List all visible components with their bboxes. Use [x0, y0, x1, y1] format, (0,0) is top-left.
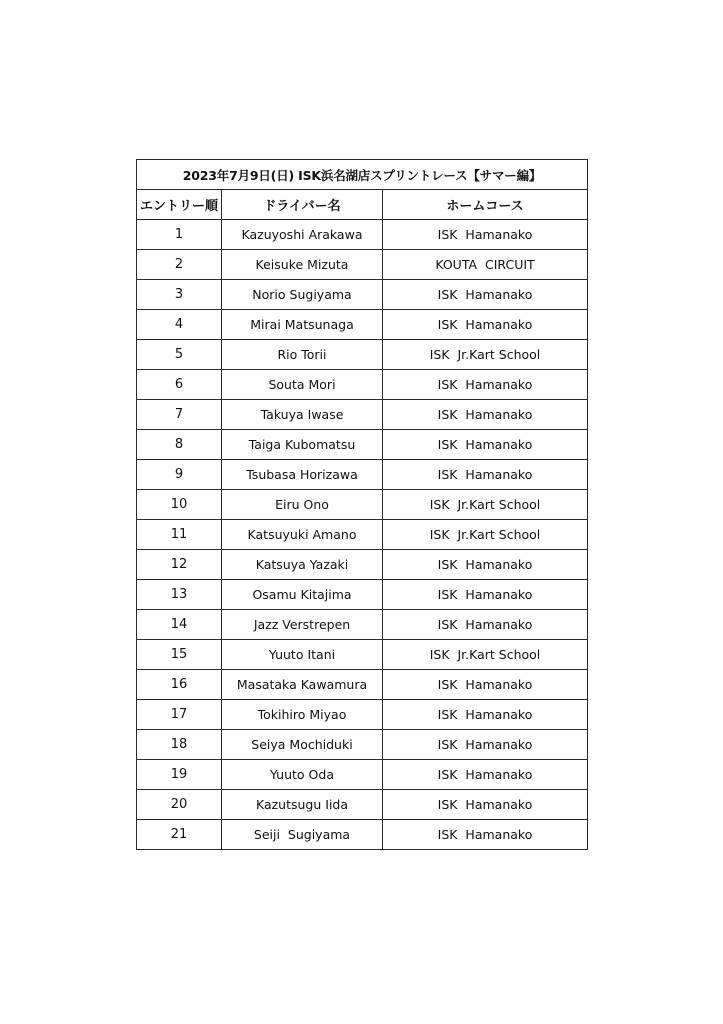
- entry-number: 21: [137, 820, 222, 850]
- entry-number: 19: [137, 760, 222, 790]
- entry-number: 7: [137, 400, 222, 430]
- table-row: [137, 730, 588, 760]
- driver-name: Jazz Verstrepen: [222, 610, 383, 640]
- home-course: ISK Jr.Kart School: [383, 340, 588, 370]
- home-course: ISK Hamanako: [383, 280, 588, 310]
- home-course: ISK Hamanako: [383, 430, 588, 460]
- table-row: [137, 790, 588, 820]
- home-course: ISK Hamanako: [383, 610, 588, 640]
- table-row: [137, 520, 588, 550]
- driver-name: Kazutsugu Iida: [222, 790, 383, 820]
- entry-number: 18: [137, 730, 222, 760]
- home-course: ISK Hamanako: [383, 760, 588, 790]
- home-course: ISK Jr.Kart School: [383, 490, 588, 520]
- home-course: ISK Jr.Kart School: [383, 520, 588, 550]
- home-course: ISK Hamanako: [383, 400, 588, 430]
- entry-number: 11: [137, 520, 222, 550]
- entry-number: 20: [137, 790, 222, 820]
- driver-name: Osamu Kitajima: [222, 580, 383, 610]
- driver-name: Kazuyoshi Arakawa: [222, 220, 383, 250]
- home-course: ISK Hamanako: [383, 670, 588, 700]
- home-course: ISK Hamanako: [383, 370, 588, 400]
- entry-number: 9: [137, 460, 222, 490]
- home-course: ISK Hamanako: [383, 460, 588, 490]
- header-home-course: ホームコース: [383, 190, 588, 220]
- table-row: [137, 460, 588, 490]
- home-course: ISK Hamanako: [383, 820, 588, 850]
- driver-name: Keisuke Mizuta: [222, 250, 383, 280]
- table-row: [137, 250, 588, 280]
- entry-number: 10: [137, 490, 222, 520]
- entry-number: 13: [137, 580, 222, 610]
- driver-name: Tsubasa Horizawa: [222, 460, 383, 490]
- table-row: [137, 700, 588, 730]
- table-row: [137, 430, 588, 460]
- table-row: [137, 310, 588, 340]
- driver-name: Yuuto Itani: [222, 640, 383, 670]
- home-course: ISK Hamanako: [383, 220, 588, 250]
- entry-number: 8: [137, 430, 222, 460]
- driver-name: Taiga Kubomatsu: [222, 430, 383, 460]
- entry-number: 1: [137, 220, 222, 250]
- driver-name: Katsuya Yazaki: [222, 550, 383, 580]
- entry-number: 15: [137, 640, 222, 670]
- table-row: [137, 640, 588, 670]
- table-row: [137, 550, 588, 580]
- entry-number: 17: [137, 700, 222, 730]
- table-row: [137, 340, 588, 370]
- table-row: [137, 580, 588, 610]
- header-driver-name: ドライバー名: [222, 190, 383, 220]
- driver-name: Takuya Iwase: [222, 400, 383, 430]
- table-row: [137, 400, 588, 430]
- driver-name: Seiya Mochiduki: [222, 730, 383, 760]
- table-row: [137, 220, 588, 250]
- table-row: [137, 370, 588, 400]
- driver-name: Masataka Kawamura: [222, 670, 383, 700]
- entry-number: 5: [137, 340, 222, 370]
- driver-name: Yuuto Oda: [222, 760, 383, 790]
- table-row: [137, 670, 588, 700]
- entry-number: 12: [137, 550, 222, 580]
- home-course: ISK Hamanako: [383, 310, 588, 340]
- home-course: KOUTA CIRCUIT: [383, 250, 588, 280]
- title-row: [137, 160, 588, 190]
- driver-name: Katsuyuki Amano: [222, 520, 383, 550]
- table-row: [137, 760, 588, 790]
- home-course: ISK Hamanako: [383, 730, 588, 760]
- table-row: [137, 820, 588, 850]
- driver-name: Tokihiro Miyao: [222, 700, 383, 730]
- home-course: ISK Hamanako: [383, 550, 588, 580]
- driver-name: Souta Mori: [222, 370, 383, 400]
- table-row: [137, 280, 588, 310]
- home-course: ISK Hamanako: [383, 580, 588, 610]
- home-course: ISK Hamanako: [383, 790, 588, 820]
- driver-name: Mirai Matsunaga: [222, 310, 383, 340]
- table-row: [137, 610, 588, 640]
- header-row: [137, 190, 588, 220]
- driver-name: Seiji Sugiyama: [222, 820, 383, 850]
- home-course: ISK Jr.Kart School: [383, 640, 588, 670]
- entry-number: 3: [137, 280, 222, 310]
- home-course: ISK Hamanako: [383, 700, 588, 730]
- entry-number: 2: [137, 250, 222, 280]
- table-row: [137, 490, 588, 520]
- entry-number: 6: [137, 370, 222, 400]
- driver-name: Norio Sugiyama: [222, 280, 383, 310]
- entry-table: [136, 159, 588, 850]
- driver-name: Eiru Ono: [222, 490, 383, 520]
- entry-list-sheet: [136, 159, 587, 850]
- document-title: 2023年7月9日(日) ISK浜名湖店スプリントレース【サマー編】: [137, 160, 588, 190]
- entry-number: 14: [137, 610, 222, 640]
- header-entry-order: エントリー順: [137, 190, 222, 220]
- driver-name: Rio Torii: [222, 340, 383, 370]
- entry-number: 16: [137, 670, 222, 700]
- entry-number: 4: [137, 310, 222, 340]
